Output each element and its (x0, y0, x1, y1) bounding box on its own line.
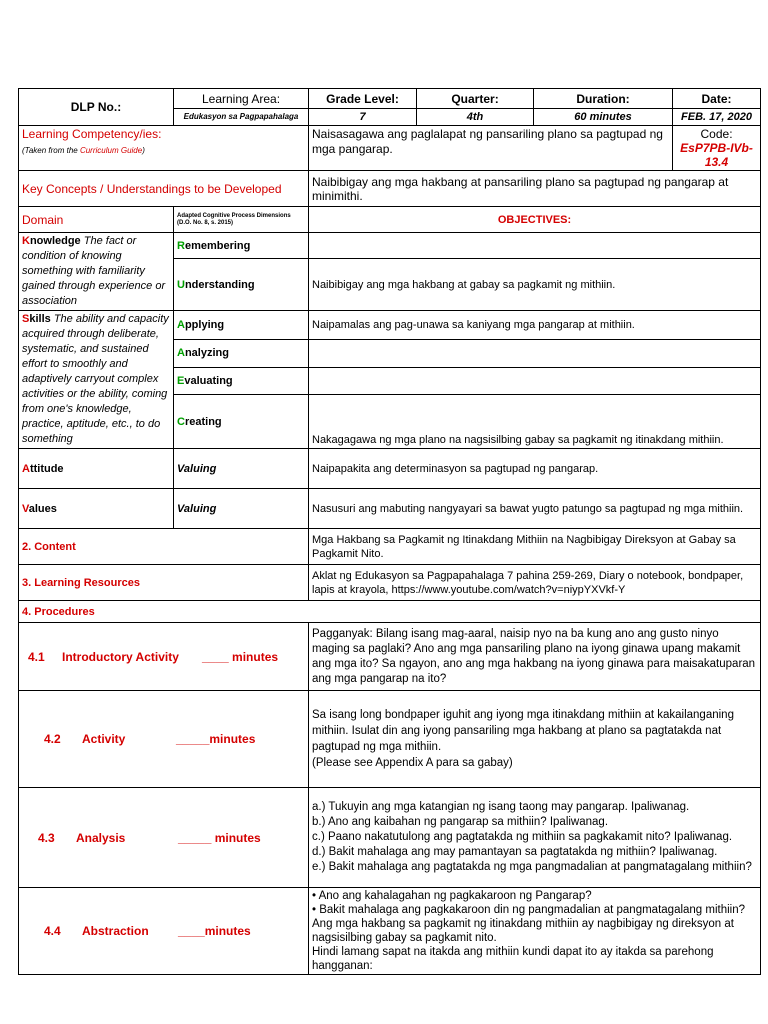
attitude-level: Valuing (174, 449, 309, 489)
analysis-question: e.) Bakit mahalaga ang pagtatakda ng mga pangmadalian at pangmatagalang mithiin? (312, 861, 752, 873)
skills-cell: Skills The ability and capacity acquired through deliberate, systematic, and sustained effort to smoothly and adaptively carryout complex activities or the ability, coming from one's knowledge, practice, aptitude, etc., to do something (19, 311, 174, 449)
date-label: Date: (673, 89, 761, 109)
competency-row (19, 126, 761, 171)
key-concepts-text: Naibibigay ang mga hakbang at pansariling plano sa pagtupad ng pangarap at minimithi. (309, 171, 761, 207)
learning-area-value: Edukasyon sa Pagpapahalaga (174, 109, 309, 126)
attitude-label: Attitude (19, 449, 174, 489)
level-applying: Applying (174, 311, 309, 340)
abstraction-line: • Bakit mahalaga ang pagkakaroon din ng pangmadalian at pangmatagalang mithiin? (312, 904, 746, 916)
procedure-row-activity (19, 691, 761, 788)
procedure-row-analysis (19, 788, 761, 888)
adapted-dimensions: Adapted Cognitive Process Dimensions (D.O. No. 8, s. 2015) (174, 207, 309, 233)
procedure-introductory-text: Pagganyak: Bilang isang mag-aaral, naisip nyo na ba kung ano ang gusto ninyo maging sa paglaki? Ano ang mga pansariling plano na iyong ginawa upang makamit ang mga ito? Sa ngayon, ano ang mga hakbang na iyong ginawa para maisakatuparan ang mga pangarap na ito? (309, 623, 761, 691)
objective-analyzing (309, 339, 761, 367)
procedures-heading-row (19, 601, 761, 623)
skills-description: The ability and capacity acquired through deliberate, systematic, and sustained effort to smoothly and adaptively carryout complex activities or the ability, coming from one's knowledge, practice, aptitude, etc., to do something (22, 313, 169, 445)
competency-label: Learning Competency/ies: (22, 127, 162, 141)
skills-row-applying (19, 311, 761, 340)
values-row (19, 489, 761, 529)
resources-row (19, 565, 761, 601)
analysis-question: c.) Paano nakatutulong ang pagtatakda ng mithiin sa pagkakamit nito? Ipaliwanag. (312, 831, 733, 843)
procedure-abstraction-label: 4.4 Abstraction ____minutes (19, 888, 309, 975)
analysis-question: a.) Tukuyin ang mga katangian ng isang taong may pangarap. Ipaliwanag. (312, 801, 690, 813)
content-label: 2. Content (19, 529, 309, 565)
abstraction-line: Ang mga hakbang sa pagkamit ng itinakdang mithiin ay nagbibigay ng direksyon at nagsisilbing gabay sa pagkamit nito. (312, 918, 734, 944)
code-label: Code: (700, 127, 733, 141)
objective-remembering (309, 233, 761, 259)
procedure-analysis-text (309, 788, 761, 888)
level-creating: Creating (174, 395, 309, 449)
procedures-label: 4. Procedures (19, 601, 761, 623)
values-label: Values (19, 489, 174, 529)
objective-understanding: Naibibigay ang mga hakbang at gabay sa pagkamit ng mithiin. (309, 259, 761, 311)
activity-line: Sa isang long bondpaper iguhit ang iyong mga itinakdang mithiin at kakailanganing mithiin. Isulat din ang iyong pansariling mga hakbang at plano sa pagtatakda nat pagtupad ng mga mithiin. (312, 709, 734, 753)
analysis-question: b.) Ano ang kaibahan ng pangarap sa mithiin? Ipaliwanag. (312, 816, 609, 828)
resources-label: 3. Learning Resources (19, 565, 309, 601)
duration-label: Duration: (534, 89, 673, 109)
procedure-row-introductory (19, 623, 761, 691)
procedure-analysis-label: 4.3 Analysis _____ minutes (19, 788, 309, 888)
code-cell (673, 126, 761, 171)
objective-evaluating (309, 367, 761, 395)
level-analyzing: Analyzing (174, 339, 309, 367)
duration-value: 60 minutes (534, 109, 673, 126)
level-understanding: Understanding (174, 259, 309, 311)
values-level: Valuing (174, 489, 309, 529)
lesson-plan-document (18, 88, 760, 975)
quarter-label: Quarter: (417, 89, 534, 109)
grade-level-value: 7 (309, 109, 417, 126)
attitude-objective: Naipapakita ang determinasyon sa pagtupad ng pangarap. (309, 449, 761, 489)
abstraction-line: • Ano ang kahalagahan ng pagkakaroon ng Pangarap? (312, 890, 592, 902)
key-concepts-row (19, 171, 761, 207)
objective-applying: Naipamalas ang pag-unawa sa kaniyang mga pangarap at mithiin. (309, 311, 761, 340)
key-concepts-label: Key Concepts / Understandings to be Developed (19, 171, 309, 207)
header-labels-row (19, 89, 761, 109)
knowledge-description: The fact or condition of knowing something with familiarity gained through experience or association (22, 235, 166, 307)
resources-text: Aklat ng Edukasyon sa Pagpapahalaga 7 pahina 259-269, Diary o notebook, bondpaper, lapis at krayola, https://www.youtube.com/watch?v=niypYXVkf-Y (309, 565, 761, 601)
objective-creating: Nakagagawa ng mga plano na nagsisilbing gabay sa pagkamit ng itinakdang mithiin. (309, 395, 761, 449)
procedure-activity-text (309, 691, 761, 788)
procedure-activity-label: 4.2 Activity _____minutes (19, 691, 309, 788)
quarter-value: 4th (417, 109, 534, 126)
analysis-question: d.) Bakit mahalaga ang may pamantayan sa pagtatakda ng mithiin? Ipaliwanag. (312, 846, 718, 858)
attitude-row (19, 449, 761, 489)
learning-area-label: Learning Area: (174, 89, 309, 109)
objectives-heading: OBJECTIVES: (309, 207, 761, 233)
competency-label-cell (19, 126, 309, 171)
abstraction-line: Hindi lamang sapat na itakda ang mithiin kundi dapat ito ay itakda sa parehong hangganan: (312, 946, 714, 972)
values-objective: Nasusuri ang mabuting nangyayari sa bawat yugto patungo sa pagtupad ng mga mithiin. (309, 489, 761, 529)
content-row (19, 529, 761, 565)
content-text: Mga Hakbang sa Pagkamit ng Itinakdang Mithiin na Nagbibigay Direksyon at Gabay sa Pagkamit Nito. (309, 529, 761, 565)
lesson-plan-table (18, 88, 761, 975)
grade-level-label: Grade Level: (309, 89, 417, 109)
procedure-row-abstraction (19, 888, 761, 975)
level-remembering: Remembering (174, 233, 309, 259)
procedure-introductory-label: 4.1 Introductory Activity ____ minutes (19, 623, 309, 691)
code-value: EsP7PB-IVb-13.4 (680, 141, 753, 169)
activity-line: (Please see Appendix A para sa gabay) (312, 757, 513, 769)
procedure-abstraction-text (309, 888, 761, 975)
knowledge-cell: Knowledge The fact or condition of knowing something with familiarity gained through experience or association (19, 233, 174, 311)
dlp-label: DLP No.: (19, 89, 174, 126)
competency-text: Naisasagawa ang paglalapat ng pansariling plano sa pagtupad ng mga pangarap. (309, 126, 673, 171)
domain-row (19, 207, 761, 233)
curriculum-note: (Taken from the Curriculum Guide) (22, 146, 145, 155)
date-value: FEB. 17, 2020 (673, 109, 761, 126)
level-evaluating: Evaluating (174, 367, 309, 395)
knowledge-row-remembering (19, 233, 761, 259)
domain-label: Domain (19, 207, 174, 233)
